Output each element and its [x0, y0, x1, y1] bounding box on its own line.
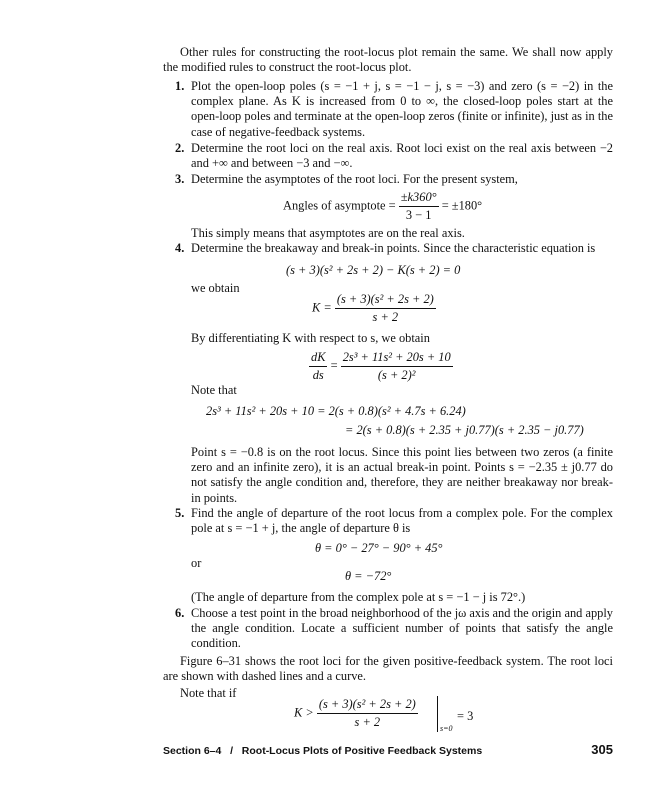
- item-text: Determine the breakaway and break-in points. Since the characteristic equation is: [191, 241, 596, 255]
- asymptote-result: = ±180°: [441, 198, 483, 213]
- or-label: or: [191, 556, 202, 570]
- dk-ds-expression: [309, 350, 453, 383]
- break-in-paragraph: Point s = −0.8 is on the root locus. Since this point lies between two zeros (a finite zero and an infinite zero), it is an actual break-in point. Points s = −2.35 ± j0.77 do not satisfy the angle condition and, therefore, they are neither breakaway nor break-in points.: [191, 445, 613, 505]
- dk-ds-fraction: [309, 350, 327, 383]
- theta-equation-2: θ = −72°: [345, 569, 392, 583]
- item-number: 4.: [175, 241, 185, 255]
- list-item-4: [175, 241, 613, 256]
- k-lhs: K =: [312, 300, 332, 315]
- final-inequality: [294, 697, 418, 730]
- differentiation-text: By differentiating K with respect to s, we obtain: [191, 331, 430, 345]
- dk-rhs-fraction: [341, 350, 453, 383]
- item-number: 2.: [175, 141, 185, 155]
- we-obtain-label: we obtain: [191, 281, 240, 295]
- final-result: = 3: [457, 709, 474, 723]
- item-text: Plot the open-loop poles (s = −1 + j, s = −1 − j, s = −3) and zero (s = −2) in the complex plane. As K is increased from 0 to ∞, the closed-loop poles start at the open-loop poles and terminate at the open-loop zeros (finite or infinite), just as in the case of negative-feedback systems.: [191, 79, 613, 139]
- item-text: Determine the asymptotes of the root loci. For the present system,: [191, 172, 518, 186]
- asymptote-denominator: 3 − 1: [405, 208, 432, 223]
- final-fraction: [317, 697, 418, 730]
- list-item-2: [175, 141, 613, 171]
- evaluation-point: s=0: [440, 724, 453, 733]
- item-number: 1.: [175, 79, 185, 93]
- k-numerator: (s + 3)(s² + 2s + 2): [335, 292, 436, 309]
- asymptote-label: Angles of asymptote =: [283, 198, 396, 213]
- departure-note: (The angle of departure from the complex pole at s = −1 − j is 72°.): [191, 590, 526, 604]
- dk-equals: =: [330, 358, 338, 373]
- note-if-label: Note that if: [180, 686, 237, 700]
- final-numerator: (s + 3)(s² + 2s + 2): [317, 697, 418, 714]
- asymptote-note: This simply means that asymptotes are on the real axis.: [191, 226, 465, 240]
- dk-rhs-numerator: 2s³ + 11s² + 20s + 10: [341, 350, 453, 367]
- factor-line-2: = 2(s + 0.8)(s + 2.35 + j0.77)(s + 2.35 − j0.77): [345, 423, 584, 437]
- list-item-3: [175, 172, 613, 187]
- intro-paragraph: Other rules for constructing the root-locus plot remain the same. We shall now apply the modified rules to construct the root-locus plot.: [163, 45, 613, 75]
- k-fraction: [335, 292, 436, 325]
- item-text: Find the angle of departure of the root locus from a complex pole. For the complex pole at s = −1 + j, the angle of departure θ is: [191, 506, 613, 536]
- final-denominator: s + 2: [354, 715, 381, 730]
- list-item-5: [175, 506, 613, 536]
- note-that-label: Note that: [191, 383, 237, 397]
- item-number: 3.: [175, 172, 185, 186]
- dk-numerator: dK: [309, 350, 327, 367]
- item-text: Choose a test point in the broad neighborhood of the jω axis and the origin and apply the angle condition. Locate a sufficient number of points that satisfy the angle condition.: [191, 606, 613, 651]
- theta-equation-1: θ = 0° − 27° − 90° + 45°: [315, 541, 443, 555]
- dk-rhs-denominator: (s + 2)²: [377, 368, 416, 383]
- item-number: 5.: [175, 506, 185, 520]
- asymptote-equation: [283, 190, 482, 223]
- list-item-1: [175, 79, 613, 140]
- characteristic-equation: (s + 3)(s² + 2s + 2) − K(s + 2) = 0: [286, 263, 461, 277]
- ds-denominator: ds: [312, 368, 324, 383]
- k-expression: [312, 292, 436, 325]
- asymptote-fraction: [399, 190, 439, 223]
- item-number: 6.: [175, 606, 185, 620]
- evaluation-bar: [437, 696, 438, 732]
- figure-paragraph: Figure 6–31 shows the root loci for the given positive-feedback system. The root loci are shown with dashed lines and a curve.: [163, 654, 613, 684]
- final-lhs: K >: [294, 705, 314, 720]
- k-denominator: s + 2: [372, 310, 399, 325]
- list-item-6: [175, 606, 613, 652]
- item-text: Determine the root loci on the real axis. Root loci exist on the real axis between −2 and +∞ and between −3 and −∞.: [191, 141, 613, 171]
- page-footer: Section 6–4 / Root-Locus Plots of Positive Feedback Systems: [163, 745, 483, 757]
- page-number: 305: [591, 742, 613, 757]
- factor-line-1: 2s³ + 11s² + 20s + 10 = 2(s + 0.8)(s² + 4.7s + 6.24): [206, 404, 466, 418]
- asymptote-numerator: ±k360°: [399, 190, 439, 207]
